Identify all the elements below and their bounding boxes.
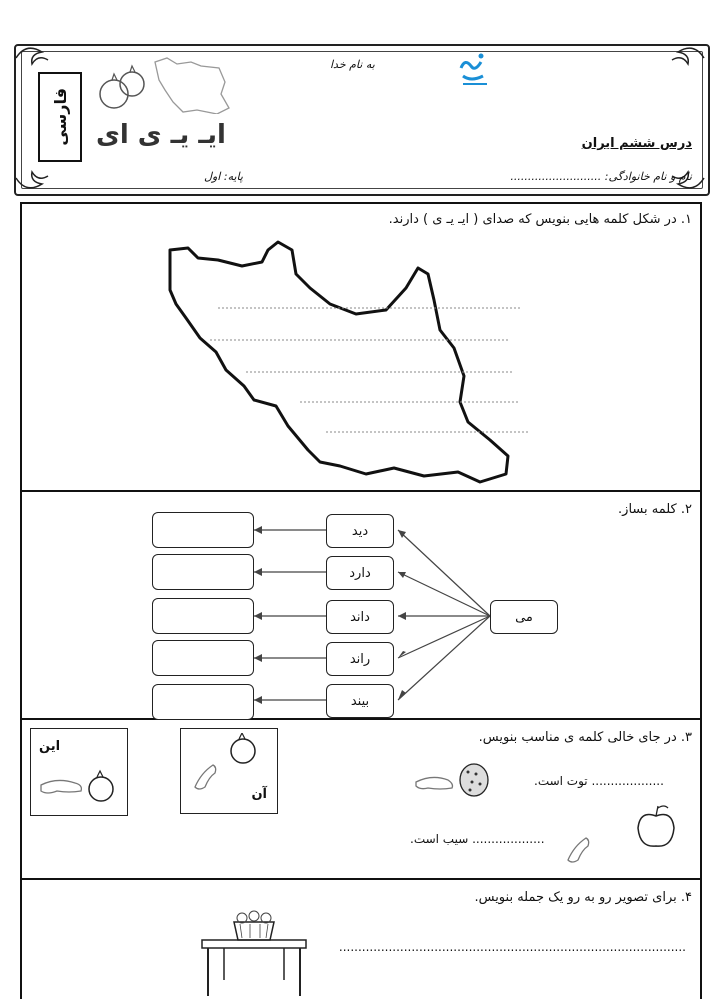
question-1-text: ۱. در شکل کلمه هایی بنویس که صدای ( ایـ یـ ی ) دارند. — [388, 212, 692, 227]
answer-box-5[interactable] — [152, 684, 254, 720]
question-3-text: ۳. در جای خالی کلمه ی مناسب بنویس. — [478, 730, 692, 745]
word-box-4: راند — [326, 642, 394, 676]
letters-heading: ایـ یـ ی ای — [96, 120, 226, 150]
student-name-field[interactable]: نام و نام خانوادگی: .......................... — [510, 170, 692, 183]
label-that: آن — [251, 787, 267, 802]
answer-box-4[interactable] — [152, 640, 254, 676]
bismillah: به نام خدا — [330, 58, 375, 71]
sentence-answer-line[interactable]: ........................................................................................... — [338, 940, 686, 954]
prefix-box: می — [490, 600, 558, 634]
example-box-this — [30, 728, 128, 816]
pomegranate-drawing-icon — [92, 58, 152, 118]
iran-map-outline — [160, 236, 580, 486]
divider-q2 — [20, 490, 702, 492]
word-box-5: بیند — [326, 684, 394, 718]
hand-near-pomegranate-icon — [37, 763, 121, 809]
hand-far-pomegranate-icon — [189, 733, 269, 793]
divider-q4 — [20, 878, 702, 880]
example-box-that — [180, 728, 278, 814]
question-4-text: ۴. برای تصویر رو به رو یک جمله بنویس. — [474, 890, 692, 905]
word-box-3: داند — [326, 600, 394, 634]
answer-box-1[interactable] — [152, 512, 254, 548]
hand-near-berry-icon — [412, 760, 496, 800]
subject-box — [38, 72, 82, 162]
word-box-1: دید — [326, 514, 394, 548]
answer-box-3[interactable] — [152, 598, 254, 634]
subject-label: فارسی — [50, 88, 70, 146]
sentence-2[interactable]: ................... سیب است. — [410, 832, 545, 846]
publisher-logo-icon — [457, 50, 493, 88]
grade-label: پایه: اول — [204, 170, 243, 183]
question-2-text: ۲. کلمه بساز. — [618, 502, 692, 517]
label-this: این — [39, 739, 61, 754]
iran-map-small-icon — [150, 52, 230, 114]
basket-on-table-icon — [200, 910, 310, 997]
hand-far-apple-icon — [560, 800, 690, 870]
lesson-title: درس ششم ایران — [581, 136, 692, 151]
sentence-1[interactable]: ................... توت است. — [534, 774, 664, 788]
answer-box-2[interactable] — [152, 554, 254, 590]
word-box-2: دارد — [326, 556, 394, 590]
